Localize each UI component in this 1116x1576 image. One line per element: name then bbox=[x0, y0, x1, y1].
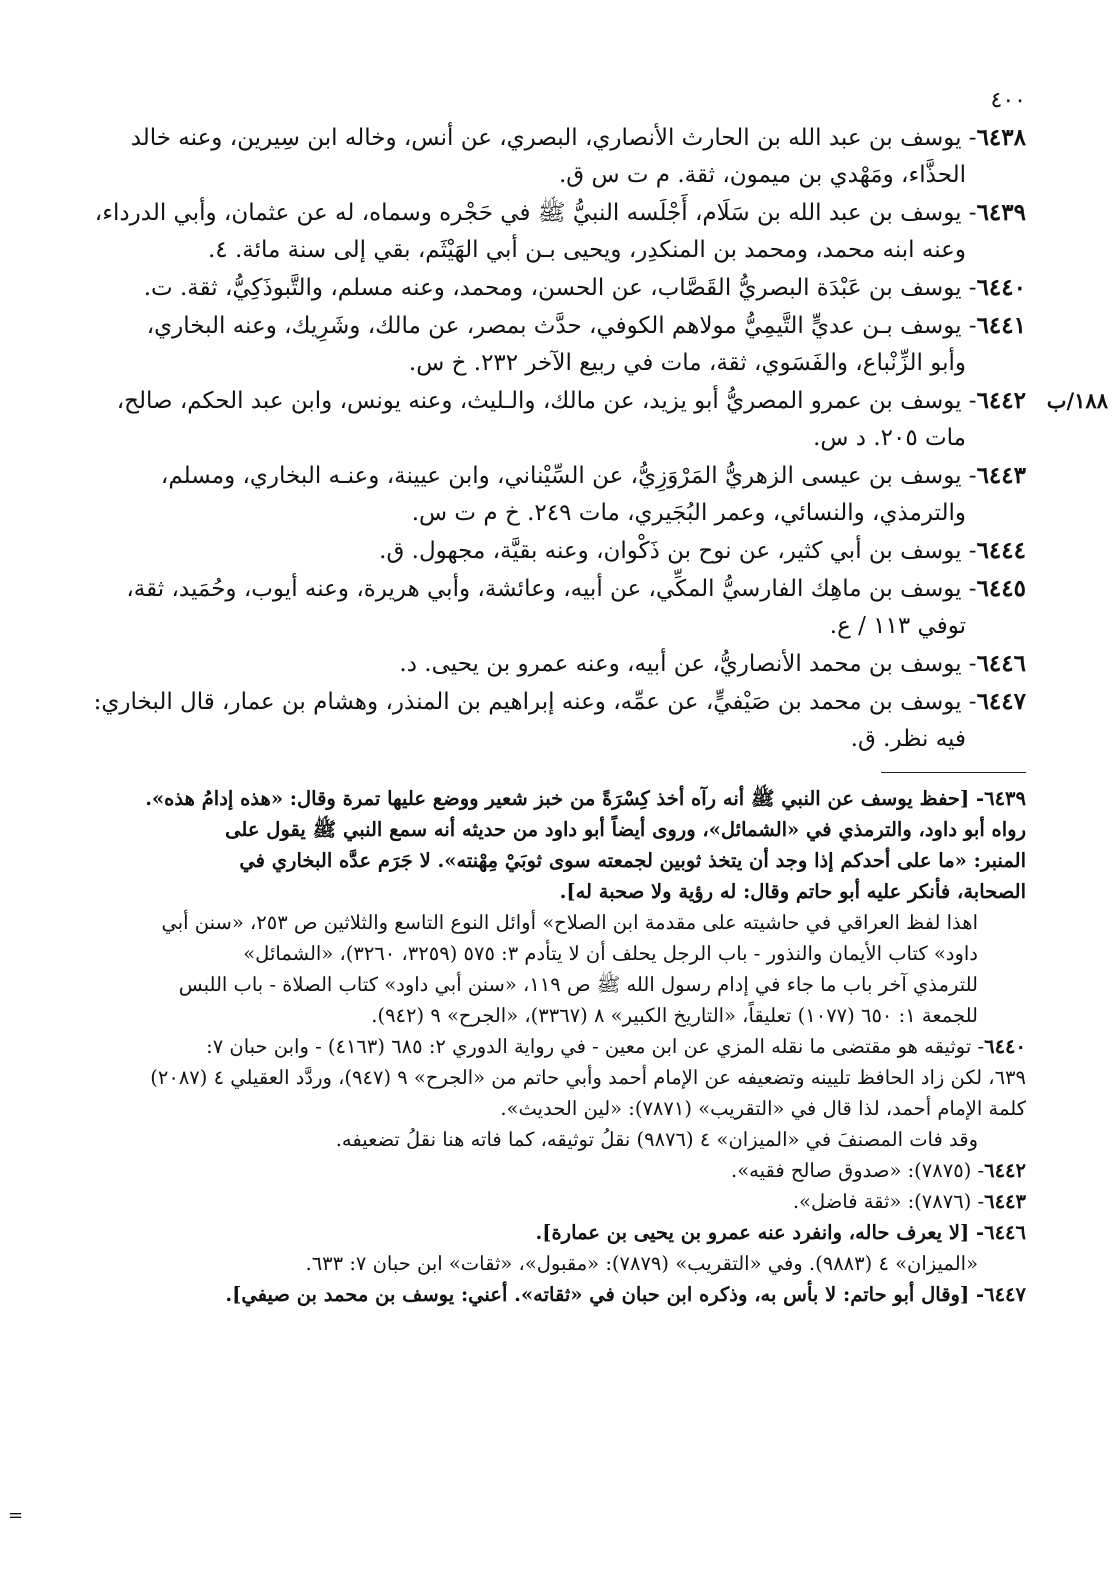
entry-text-line: توفي ١١٣ / ع. bbox=[829, 613, 966, 639]
entry-number: ٦٤٤٠ bbox=[976, 274, 1026, 301]
footnote-text-line: - (٧٨٧٥): «صدوق صالح فقيه». bbox=[731, 1159, 985, 1182]
entry bbox=[48, 457, 1026, 532]
footnote-text-line: داود» كتاب الأيمان والنذور - باب الرجل يحلف أن لا يتأدم ٣: ٥٧٥ (٣٢٥٩، ٣٢٦٠)، «الشمائل» bbox=[243, 942, 978, 965]
entry-number: ٦٤٣٩ bbox=[976, 199, 1026, 226]
entry-text-line: - يوسف بن أبي كثير، عن نوح بن ذَكْوان، وعنه بقيَّة، مجهول. ق. bbox=[379, 538, 977, 564]
footnote bbox=[48, 1186, 1026, 1217]
footnote-text-line: الصحابة، فأنكر عليه أبو حاتم وقال: له رؤية ولا صحبة له]. bbox=[559, 880, 1026, 903]
footnote-text-line: للجمعة ١: ٦٥٠ (١٠٧٧) تعليقاً، «التاريخ الكبير» ٨ (٣٣٦٧)، «الجرح» ٩ (٩٤٢). bbox=[371, 1004, 978, 1027]
entry-text-line: مات ٢٠٥. د س. bbox=[813, 425, 966, 451]
footnote bbox=[48, 1031, 1026, 1124]
entry-text-line: - يوسف بن عمرو المصريُّ أبو يزيد، عن مالك، والـليث، وعنه يونس، وابن عبد الحكم، صالح، bbox=[116, 388, 977, 414]
entry-text-line: وعنه ابنه محمد، ومحمد بن المنكدِر، ويحيى بـن أبي الهَيْثَم، بقي إلى سنة مائة. ٤. bbox=[207, 237, 966, 263]
footnote-number: ٦٤٤٦ bbox=[984, 1221, 1026, 1244]
entry bbox=[48, 382, 1108, 457]
footnote bbox=[48, 1217, 1026, 1248]
entry-text-line: - يوسف بن عبد الله بن سَلَام، أَجْلَسه النبيُّ ﷺ في حَجْره وسماه، له عن عثمان، وأبي الدرداء، bbox=[94, 200, 977, 226]
page-number: ٤٠٠ bbox=[990, 88, 1026, 113]
entry-text-line: - يوسف بن ماهِك الفارسيُّ المكِّي، عن أبيه، وعائشة، وأبي هريرة، وعنه أيوب، وحُمَيد، ثقة، bbox=[126, 576, 977, 602]
entry bbox=[48, 683, 1026, 758]
entry-text-line: الحذَّاء، ومَهْدي بن ميمون، ثقة. م ت س ق. bbox=[558, 162, 966, 188]
side-mark: = bbox=[8, 1505, 24, 1526]
footnote-number: ٦٤٤٢ bbox=[984, 1159, 1026, 1182]
footnote-text-line: كلمة الإمام أحمد، لذا قال في «التقريب» (٧٨٧١): «لين الحديث». bbox=[500, 1097, 1026, 1120]
entry-text-line: وأبو الزِّنْباع، والفَسَوي، ثقة، مات في ربيع الآخر ٢٣٢. خ س. bbox=[408, 350, 966, 376]
footnote bbox=[48, 1124, 1026, 1155]
margin-folio-note: ١٨٨/ب bbox=[1046, 388, 1108, 413]
footnote-text-line: «الميزان» ٤ (٩٨٨٣). وفي «التقريب» (٧٨٧٩): «مقبول»، «ثقات» ابن حبان ٧: ٦٣٣. bbox=[305, 1252, 978, 1275]
entry-text-line: - يوسف بن عَبْدَة البصريُّ القَصَّاب، عن الحسن، ومحمد، وعنه مسلم، والتَّبوذَكِيُّ، ثقة. ت. bbox=[143, 275, 977, 301]
entry bbox=[48, 532, 1026, 570]
footnote-text-line: - (٧٨٧٦): «ثقة فاضل». bbox=[792, 1190, 985, 1213]
entry-text-line: فيه نظر. ق. bbox=[850, 726, 966, 752]
footnote-text-line: - [حفظ يوسف عن النبي ﷺ أنه رآه أخذ كِسْرَةً من خبز شعير ووضع عليها تمرة وقال: «هذه إدامُ هذه». bbox=[145, 787, 985, 810]
footnote-text-line: للترمذي آخر باب ما جاء في إدام رسول الله ﷺ ص ١١٩، «سنن أبي داود» كتاب الصلاة - باب اللبس bbox=[178, 973, 978, 996]
footnote-text-line: - [لا يعرف حاله، وانفرد عنه عمرو بن يحيى بن عمارة]. bbox=[535, 1221, 985, 1244]
footnote-text-line: المنبر: «ما على أحدكم إذا وجد أن يتخذ ثوبين لجمعته سوى ثوبَيْ مِهْنته». لا جَرَم عدَّه البخاري في bbox=[239, 849, 1026, 872]
entry-text-line: - يوسف بـن عديٍّ التَّيمِيُّ مولاهم الكوفي، حدَّث بمصر، عن مالك، وشَرِيك، وعنه البخاري، bbox=[146, 313, 977, 339]
entry bbox=[48, 269, 1026, 307]
footnote-text-line: رواه أبو داود، والترمذي في «الشمائل»، وروى أيضاً أبو داود من حديثه أنه سمع النبي ﷺ يقول على bbox=[225, 818, 1026, 841]
footnote-number: ٦٤٤٠ bbox=[984, 1035, 1026, 1058]
footnote bbox=[48, 783, 1026, 907]
entry-number: ٦٤٤١ bbox=[976, 312, 1026, 339]
entry bbox=[48, 307, 1026, 382]
footnote bbox=[48, 1155, 1026, 1186]
footnote bbox=[48, 1248, 1026, 1279]
footnote bbox=[48, 1279, 1026, 1310]
entry-number: ٦٤٣٨ bbox=[976, 124, 1026, 151]
entry-text-line: - يوسف بن عيسى الزهريُّ المَرْوَزِيُّ، عن السِّيْناني، وابن عيينة، وعنـه البخاري، ومسلم، bbox=[160, 463, 977, 489]
entry-number: ٦٤٤٢ bbox=[976, 387, 1026, 414]
footnote-text-line: اهذا لفظ العراقي في حاشيته على مقدمة ابن الصلاح» أوائل النوع التاسع والثلاثين ص ٢٥٣، «سنن أبي bbox=[161, 911, 978, 934]
entry-number: ٦٤٤٦ bbox=[976, 650, 1026, 677]
entry-text-line: - يوسف بن محمد بن صَيْفيٍّ، عن عمِّه، وعنه إبراهيم بن المنذر، وهشام بن عمار، قال البخاري: bbox=[93, 689, 977, 715]
entry-number: ٦٤٤٥ bbox=[976, 575, 1026, 602]
entry-text-line: والترمذي، والنسائي، وعمر البُجَيري، مات ٢٤٩. خ م ت س. bbox=[411, 500, 966, 526]
footnote-text-line: - توثيقه هو مقتضى ما نقله المزي عن ابن معين - في رواية الدوري ٢: ٦٨٥ (٤١٦٣) - وابن حبان ٧: bbox=[206, 1035, 985, 1058]
footnote-number: ٦٤٤٧ bbox=[984, 1283, 1026, 1306]
entry-text-line: - يوسف بن عبد الله بن الحارث الأنصاري، البصري، عن أنس، وخاله ابن سِيرين، وعنه خالد bbox=[130, 125, 977, 151]
footnote-text-line: وقد فات المصنفَ في «الميزان» ٤ (٩٨٧٦) نقلُ توثيقه، كما فاته هنا نقلُ تضعيفه. bbox=[335, 1128, 978, 1151]
footnote-separator bbox=[881, 772, 1026, 773]
entry bbox=[48, 570, 1026, 645]
footnote-number: ٦٤٣٩ bbox=[984, 787, 1026, 810]
entry-number: ٦٤٤٤ bbox=[976, 537, 1026, 564]
footnote-text-line: - [وقال أبو حاتم: لا بأس به، وذكره ابن حبان في «ثقاته». أعني: يوسف بن محمد بن صيفي]. bbox=[225, 1283, 985, 1306]
entry bbox=[48, 119, 1026, 194]
book-page bbox=[48, 88, 1108, 1310]
footnotes bbox=[48, 783, 1026, 1310]
entry-number: ٦٤٤٣ bbox=[976, 462, 1026, 489]
entry bbox=[48, 194, 1026, 269]
footnote-text-line: ٦٣٩، لكن زاد الحافظ تليينه وتضعيفه عن الإمام أحمد وأبي حاتم من «الجرح» ٩ (٩٤٧)، وردَّد العقيلي ٤ (٢٠٨٧) bbox=[150, 1066, 1026, 1089]
footnote-number: ٦٤٤٣ bbox=[984, 1190, 1026, 1213]
footnote bbox=[48, 907, 1026, 1031]
entry-text-line: - يوسف بن محمد الأنصاريُّ، عن أبيه، وعنه عمرو بن يحيى. د. bbox=[399, 651, 977, 677]
entry bbox=[48, 645, 1026, 683]
biography-entries bbox=[48, 119, 1108, 758]
entry-number: ٦٤٤٧ bbox=[976, 688, 1026, 715]
